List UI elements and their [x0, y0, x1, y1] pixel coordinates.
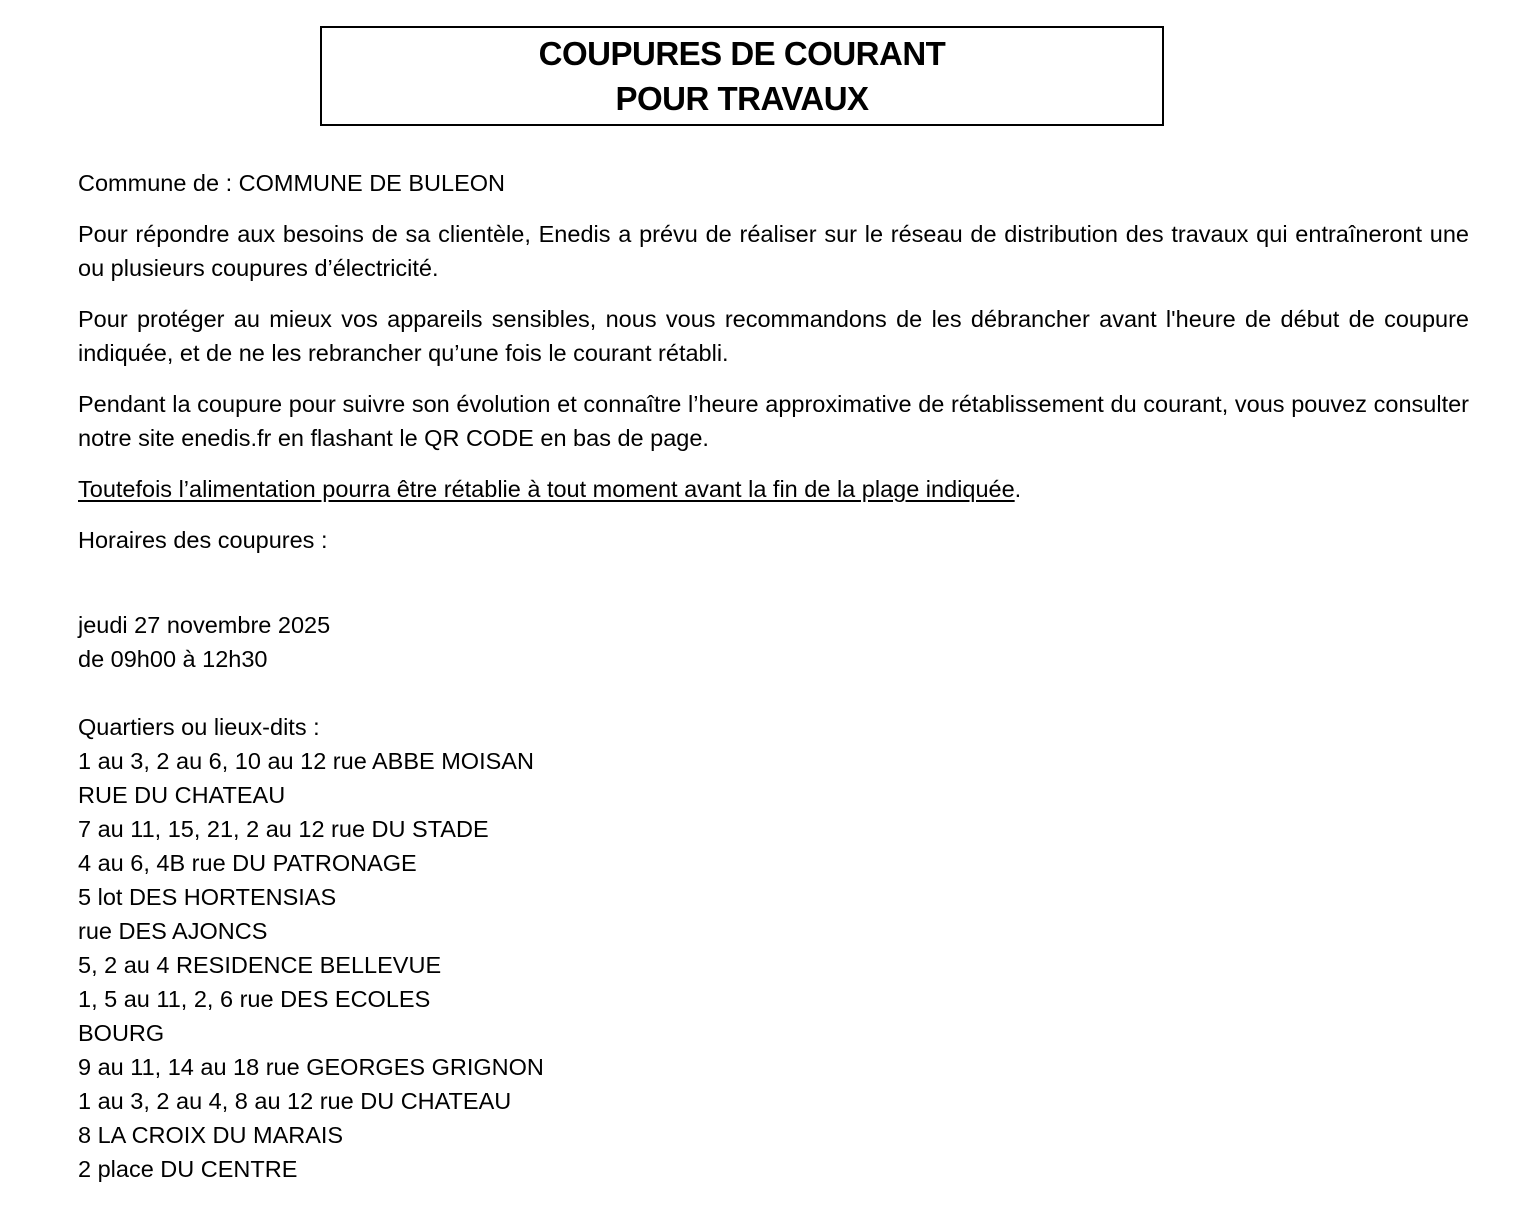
location-item: 8 LA CROIX DU MARAIS: [78, 1122, 344, 1148]
location-item: BOURG: [78, 1020, 165, 1046]
schedule-heading: Horaires des coupures :: [78, 527, 328, 553]
location-item: rue DES AJONCS: [78, 918, 268, 944]
notice-underlined-text: Toutefois l’alimentation pourra être rétablie à tout moment avant la fin de la plage indiquée: [78, 476, 1015, 502]
spacer: [78, 557, 1469, 608]
location-item: 1, 5 au 11, 2, 6 rue DES ECOLES: [78, 986, 431, 1012]
locations-list: [78, 744, 1469, 1186]
notice-paragraph: [78, 472, 1469, 506]
notice-end-punctuation: .: [1014, 476, 1022, 502]
location-item: 5 lot DES HORTENSIAS: [78, 884, 337, 910]
recommendation-paragraph: Pour protéger au mieux vos appareils sensibles, nous vous recommandons de les débrancher avant l'heure de début de coupure indiquée, et de ne les rebrancher qu’une fois le courant rétabli.: [78, 306, 1469, 366]
location-item: 5, 2 au 4 RESIDENCE BELLEVUE: [78, 952, 442, 978]
outage-time-range: de 09h00 à 12h30: [78, 646, 268, 672]
document-body: [78, 166, 1469, 1186]
location-item: 4 au 6, 4B rue DU PATRONAGE: [78, 850, 417, 876]
intro-paragraph: Pour répondre aux besoins de sa clientèle, Enedis a prévu de réaliser sur le réseau de distribution des travaux qui entraîneront une ou plusieurs coupures d’électricité.: [78, 221, 1469, 281]
commune-line: Commune de : COMMUNE DE BULEON: [78, 170, 506, 196]
title-box: [320, 26, 1164, 126]
location-item: 7 au 11, 15, 21, 2 au 12 rue DU STADE: [78, 816, 489, 842]
locations-heading: Quartiers ou lieux-dits :: [78, 714, 320, 740]
schedule-block: [78, 608, 1469, 1186]
tracking-paragraph: Pendant la coupure pour suivre son évolution et connaître l’heure approximative de rétablissement du courant, vous pouvez consulter notre site enedis.fr en flashant le QR CODE en bas de page.: [78, 391, 1469, 451]
outage-date: jeudi 27 novembre 2025: [78, 612, 331, 638]
location-item: 2 place DU CENTRE: [78, 1156, 298, 1182]
location-item: 1 au 3, 2 au 4, 8 au 12 rue DU CHATEAU: [78, 1088, 512, 1114]
page-title-line-2: POUR TRAVAUX: [615, 80, 869, 117]
location-item: RUE DU CHATEAU: [78, 782, 286, 808]
page-title-line-1: COUPURES DE COURANT: [538, 35, 946, 72]
location-item: 1 au 3, 2 au 6, 10 au 12 rue ABBE MOISAN: [78, 748, 534, 774]
location-item: 9 au 11, 14 au 18 rue GEORGES GRIGNON: [78, 1054, 544, 1080]
spacer: [78, 676, 1469, 710]
